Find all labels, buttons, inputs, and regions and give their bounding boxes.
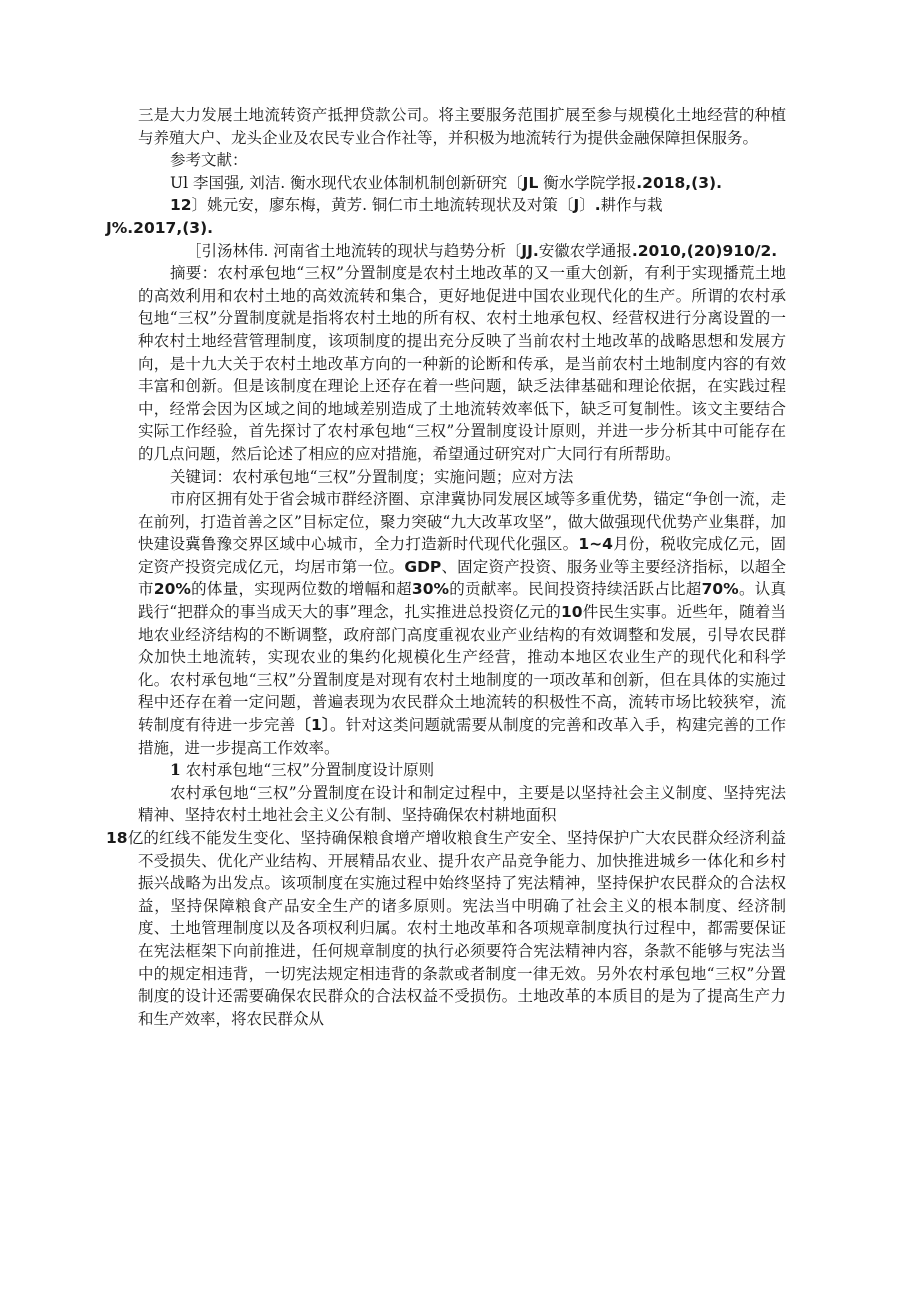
body1-num-f: 20% (153, 580, 191, 599)
body1-num-d: GDP (404, 557, 442, 576)
reference-3 (138, 240, 786, 263)
document-page (106, 104, 786, 1030)
heading1-number: 1 (170, 760, 181, 780)
ref1-part-c: 衡水学院学报 (538, 173, 637, 192)
ref3-part-a: ［引汤林伟. 河南省土地流转的现状与趋势分析〔 (186, 241, 522, 260)
ref2-part-e: . (594, 196, 601, 215)
body1-num-j: 70% (701, 580, 739, 599)
body2-text-c: 亿的红线不能发生变化、坚持确保粮食增产增收粮食生产安全、坚持保护广大农民群众经济利益不受损失、优化产业结构、开展精品农业、提升农产品竞争能力、加快推进城乡一体化和乡村振兴战略为出发点。该项制度在实施过程中始终坚持了宪法精神，坚持保护农民群众的合法权益，坚持保障粮食产品安全生产的诸多原则。宪法当中明确了社会主义的根本制度、经济制度、土地管理制度以及各项权利归属。农村土地改革和各项规章制度执行过程中，都需要保证在宪法框架下向前推进，任何规章制度的执行必须要符合宪法精神内容，条款不能够与宪法当中的规定相违背，一切宪法规定相违背的条款或者制度一律无效。另外农村承包地“三权”分置制度的设计还需要确保农民群众的合法权益不受损伤。土地改革的本质目的是为了提高生产力和生产效率，将农民群众从 (127, 829, 786, 1028)
ref2-part-c: J (573, 196, 580, 215)
ref2-part-d: 〕 (579, 196, 595, 215)
ref1-part-d: .2018,(3). (636, 173, 723, 192)
reference-1 (138, 172, 786, 195)
ref1-part-a: Ul 李国强, 刘洁. 衡水现代农业体制机制创新研究〔 (170, 173, 523, 192)
body-paragraph-2 (106, 782, 786, 1031)
ref3-part-b: JJ. (521, 241, 539, 260)
ref3-part-c: 安徽农学通报 (538, 241, 632, 260)
section-heading-1 (138, 759, 786, 782)
ref2-part-a: 12 (170, 196, 192, 215)
keywords-paragraph: 关键词：农村承包地“三权”分置制度；实施问题；应对方法 (170, 467, 574, 486)
references-title: 参考文献： (170, 151, 248, 170)
ref3-part-d: .2010,(20)910/2. (631, 241, 778, 260)
heading1-text: 农村承包地“三权”分置制度设计原则 (180, 761, 435, 780)
body1-citation-n: 〔1〕 (295, 716, 331, 735)
body1-text-m: 件民生实事。近些年，随着当地农业经济结构的不断调整，政府部门高度重视农业产业结构的有效调整和发展，引导农民群众加快土地流转，实现农业的集约化规模化生产经营，推动本地区农业生产的现代化和科学化。农村承包地“三权”分置制度是对现有农村土地制度的一项改革和创新，但在具体的实施过程中还存在着一定问题，普遍表现为农民群众土地流转的积极性不高，流转市场比较狭窄，流转制度有待进一步完善 (138, 603, 786, 735)
reference-2 (106, 194, 786, 239)
body1-num-b: 1~4 (578, 535, 613, 554)
body1-num-l: 10 (560, 603, 583, 622)
intro-paragraph: 三是大力发展土地流转资产抵押贷款公司。将主要服务范围扩展至参与规模化土地经营的种植与养殖大户、龙头企业及农民专业合作社等，并积极为地流转行为提供金融保障担保服务。 (138, 106, 786, 147)
body-paragraph-1 (138, 488, 786, 759)
body2-text-a: 农村承包地“三权”分置制度在设计和制定过程中，主要是以坚持社会主义制度、坚持宪法精神、坚持农村土地社会主义公有制、坚持确保农村耕地面积 (138, 783, 786, 825)
body1-text-c: 月份，税收完成亿元，固定资产投资完成亿元，均居市第一位。 (138, 535, 786, 576)
ref1-part-b: JL (522, 173, 539, 192)
ref2-part-f: 耕作与栽 (600, 196, 663, 215)
ref2-part-b: 〕姚元安，廖东梅，黄芳. 铜仁市土地流转现状及对策〔 (191, 196, 574, 215)
abstract-paragraph: 摘要：农村承包地“三权”分置制度是农村土地改革的又一重大创新，有利于实现播荒土地的高效利用和农村土地的高效流转和集合，更好地促进中国农业现代化的生产。所谓的农村承包地“三权”分置制度就是指将农村土地的所有权、农村土地承包权、经营权进行分离设置的一种农村土地经营管理制度，该项制度的提出充分反映了当前农村土地改革的战略思想和发展方向，是十九大关于农村土地改革方向的一种新的论断和传承，是当前农村土地制度内容的有效丰富和创新。但是该制度在理论上还存在着一些问题，缺乏法律基础和理论依据，在实践过程中，经常会因为区域之间的地域差别造成了土地流转效率低下，缺乏可复制性。该文主要结合实际工作经验，首先探讨了农村承包地“三权”分置制度设计原则，并进一步分析其中可能存在的几点问题，然后论述了相应的应对措施，希望通过研究对广大同行有所帮助。 (138, 264, 786, 463)
body1-text-e: 、固定资产投资、服务业等主要经济指标，以超全市 (138, 557, 786, 599)
body1-text-g: 的体量，实现两位数的增幅和超 (190, 580, 412, 599)
body1-text-o: 。针对这类问题就需要从制度的完善和改革入手，构建完善的工作措施，进一步提高工作效率。 (138, 716, 786, 757)
body1-text-i: 的贡献率。民间投资持续活跃占比超 (449, 580, 702, 599)
body1-text-k: 。认真践行“把群众的事当成天大的事”理念，扎实推进总投资亿元的 (138, 580, 786, 622)
body1-num-h: 30% (411, 580, 450, 599)
body2-num-b: 18 (106, 829, 128, 847)
ref2-part-g: J%.2017,(3). (106, 218, 214, 237)
body1-text-a: 市府区拥有处于省会城市群经济圈、京津冀协同发展区域等多重优势，锚定“争创一流，走在前列，打造首善之区”目标定位，聚力突破“九大改革攻坚”，做大做强现代优势产业集群，加快建设冀鲁豫交界区域中心城市，全力打造新时代现代化强区。 (138, 490, 786, 554)
